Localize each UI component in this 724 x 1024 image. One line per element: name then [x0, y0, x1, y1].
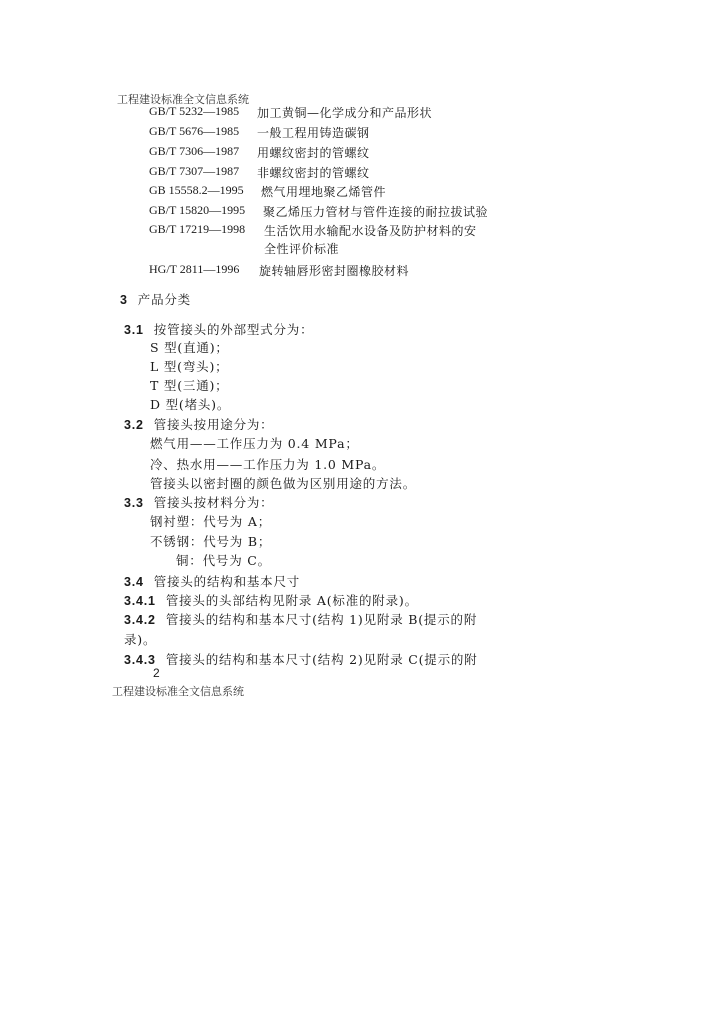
list-item: L 型(弯头)；	[150, 359, 229, 374]
subsection-number: 3.4	[124, 575, 144, 589]
reference-code: GB/T 5232—1985	[149, 104, 240, 118]
reference-title: 燃气用埋地聚乙烯管件	[261, 185, 387, 199]
watermark-footer: 工程建设标准全文信息系统	[112, 685, 244, 698]
list-item: 不锈钢：代号为 B；	[150, 534, 272, 549]
reference-title: 用螺纹密封的管螺纹	[257, 146, 370, 160]
subsection-title: 按管接头的外部型式分为：	[153, 322, 314, 337]
reference-title: 聚乙烯压力管材与管件连接的耐拉拔试验	[263, 205, 489, 219]
clause-text: 管接头的结构和基本尺寸(结构 2)见附录 C(提示的附	[165, 652, 478, 667]
reference-title-continuation: 全性评价标准	[264, 242, 340, 256]
reference-code: HG/T 2811—1996	[149, 262, 240, 276]
reference-title: 非螺纹密封的管螺纹	[257, 166, 370, 180]
subsection-title: 管接头的结构和基本尺寸	[153, 574, 301, 589]
subsection-number: 3.3	[124, 496, 144, 510]
subsection-heading	[124, 493, 273, 511]
reference-title: 旋转轴唇形密封圈橡胶材料	[259, 264, 410, 278]
clause	[124, 610, 477, 628]
clause-number: 3.4.1	[124, 594, 156, 608]
section-title: 产品分类	[137, 292, 191, 307]
clause	[124, 591, 418, 609]
clause-number: 3.4.2	[124, 613, 156, 627]
reference-code: GB/T 7307—1987	[149, 164, 240, 178]
list-item: S 型(直通)；	[150, 340, 229, 355]
list-item: T 型(三通)；	[150, 378, 229, 393]
list-item: 铜：代号为 C。	[176, 553, 271, 568]
list-item: 冷、热水用——工作压力为 1.0 MPa。	[150, 457, 386, 472]
clause-text-continuation: 录)。	[124, 632, 157, 647]
subsection-heading	[124, 415, 273, 433]
clause-text: 管接头的头部结构见附录 A(标准的附录)。	[165, 593, 418, 608]
reference-code: GB/T 5676—1985	[149, 124, 240, 138]
list-item: 钢衬塑：代号为 A；	[150, 514, 272, 529]
section-heading	[120, 290, 191, 308]
section-number: 3	[120, 293, 128, 307]
reference-code: GB/T 15820—1995	[149, 203, 246, 217]
reference-title: 一般工程用铸造碳钢	[257, 126, 370, 140]
reference-code: GB 15558.2—1995	[149, 183, 244, 197]
reference-code: GB/T 17219—1998	[149, 222, 246, 236]
clause	[124, 650, 478, 668]
subsection-heading	[124, 572, 300, 590]
list-item: 燃气用——工作压力为 0.4 MPa；	[150, 436, 359, 451]
subsection-title: 管接头按用途分为：	[153, 417, 274, 432]
list-item: D 型(堵头)。	[150, 397, 231, 412]
clause-number: 3.4.3	[124, 653, 156, 667]
subsection-number: 3.1	[124, 323, 144, 337]
reference-title: 加工黄铜—化学成分和产品形状	[257, 106, 433, 120]
subsection-number: 3.2	[124, 418, 144, 432]
watermark-header: 工程建设标准全文信息系统	[117, 93, 249, 106]
reference-code: GB/T 7306—1987	[149, 144, 240, 158]
list-item: 管接头以密封圈的颜色做为区别用途的方法。	[150, 476, 417, 491]
page-number: 2	[153, 666, 160, 680]
subsection-heading	[124, 320, 313, 338]
reference-title: 生活饮用水输配水设备及防护材料的安	[264, 224, 477, 238]
clause-text: 管接头的结构和基本尺寸(结构 1)见附录 B(提示的附	[165, 612, 478, 627]
subsection-title: 管接头按材料分为：	[153, 495, 274, 510]
